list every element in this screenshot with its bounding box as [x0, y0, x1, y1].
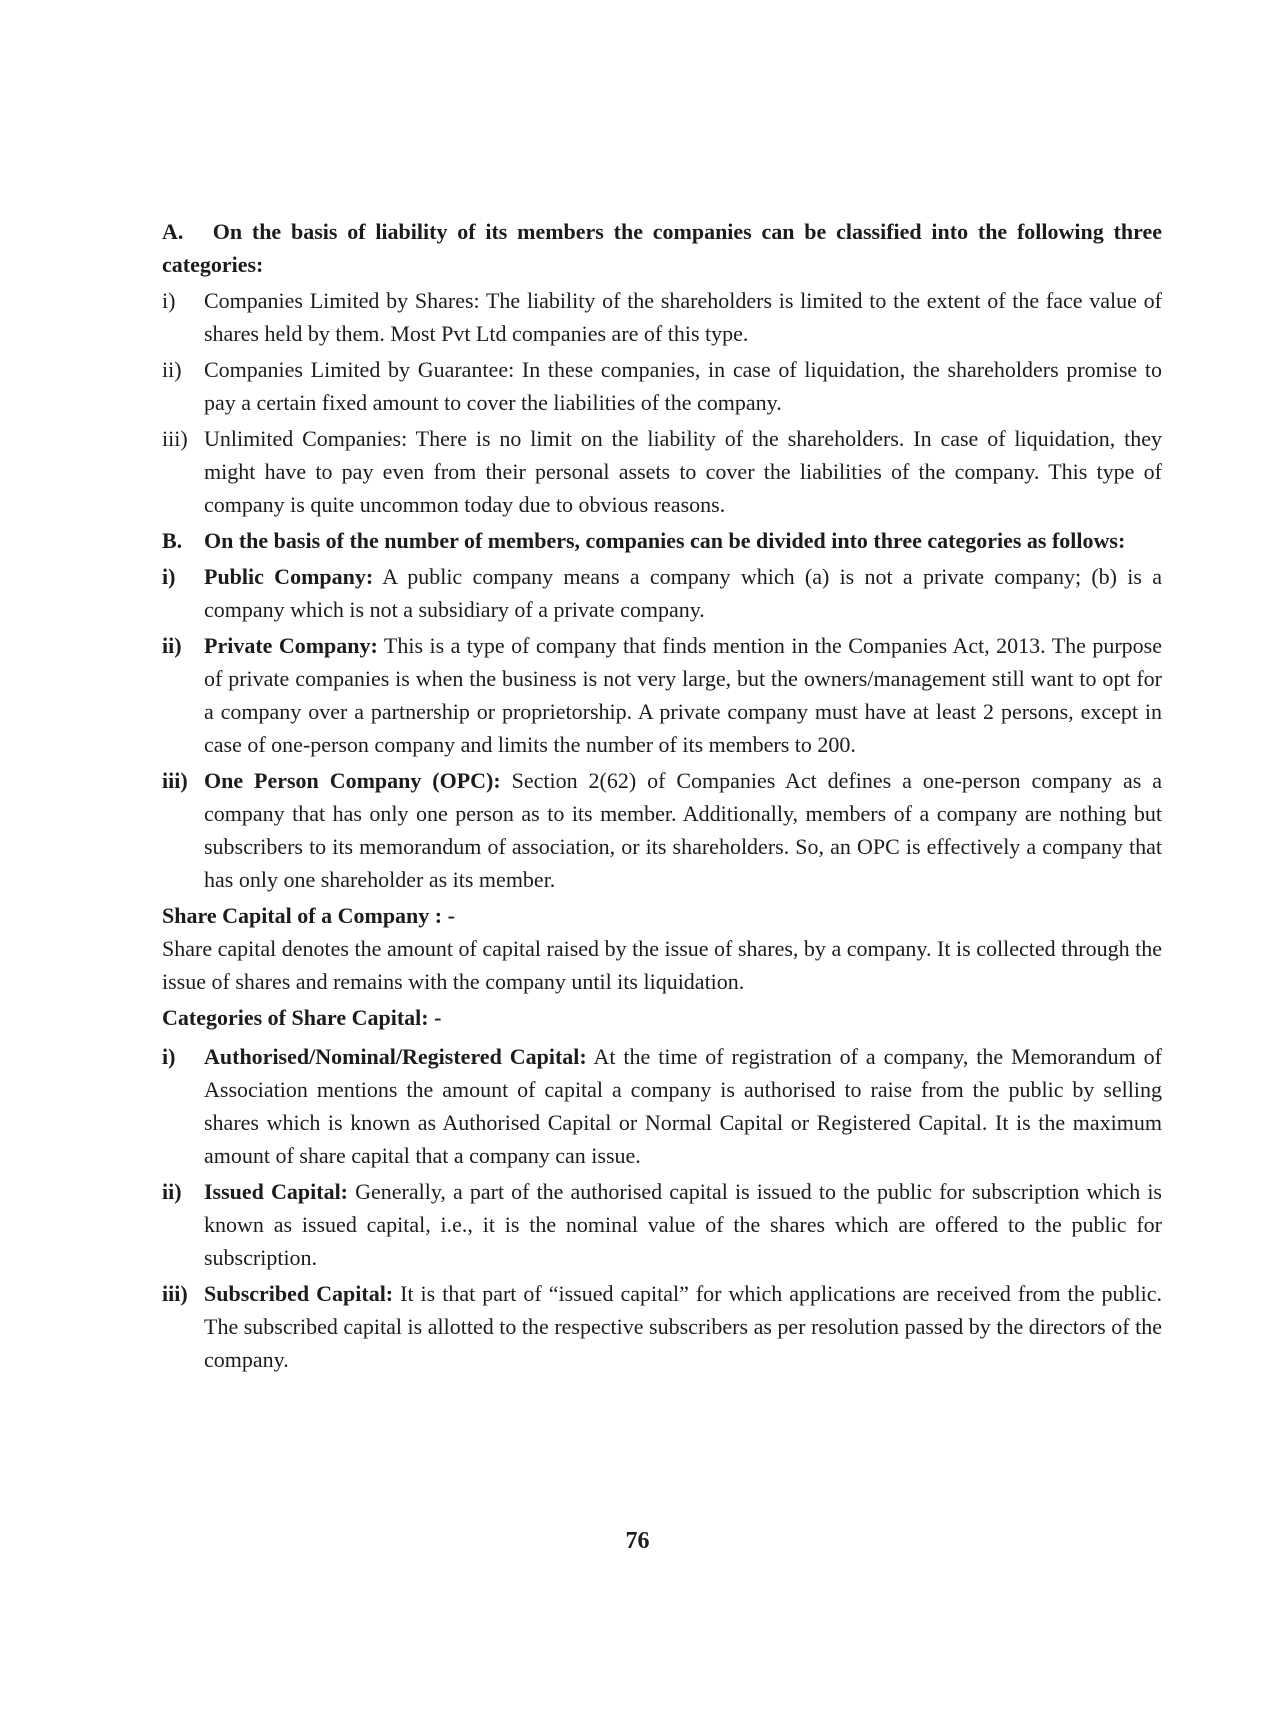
list-item-body: Generally, a part of the authorised capital is issued to the public for subscription which is known as issued capital, i.e., it is the nominal value of the shares which are offered to the public for subscription.: [204, 1179, 1162, 1270]
section-a-letter: A.: [162, 219, 184, 244]
list-item-text: [204, 1040, 1162, 1172]
list-item-number: ii): [162, 633, 182, 658]
list-item: [162, 422, 1162, 521]
list-item-text: [204, 764, 1162, 896]
list-item-body: A public company means a company which (a) is not a private company; (b) is a company which is not a subsidiary of a private company.: [204, 564, 1162, 622]
list-item-text: [204, 1277, 1162, 1376]
list-item: [162, 1040, 1162, 1172]
list-item-text: [204, 1175, 1162, 1274]
list-item-term: One Person Company (OPC):: [204, 768, 501, 793]
list-item: [162, 764, 1162, 896]
list-item-number: iii): [162, 1281, 188, 1306]
list-item-body: At the time of registration of a company, the Memorandum of Association mentions the amount of capital a company is authorised to raise from the public by selling shares which is known as Authorised Capital or Normal Capital or Registered Capital. It is the maximum amount of share capital that a company can issue.: [204, 1044, 1162, 1168]
list-item: [162, 1277, 1162, 1376]
list-item-term: Public Company:: [204, 564, 374, 589]
list-item-body: It is that part of “issued capital” for which applications are received from the public. The subscribed capital is allotted to the respective subscribers as per resolution passed by the directors of the company.: [204, 1281, 1162, 1372]
share-capital-paragraph: Share capital denotes the amount of capital raised by the issue of shares, by a company. It is collected through the issue of shares and remains with the company until its liquidation.: [162, 936, 1162, 994]
list-item-text: [204, 560, 1162, 626]
list-item-text: Companies Limited by Guarantee: In these companies, in case of liquidation, the shareholders promise to pay a certain fixed amount to cover the liabilities of the company.: [204, 357, 1162, 415]
share-capital-heading: Share Capital of a Company : -: [162, 903, 455, 928]
list-item: [162, 353, 1162, 419]
list-item-body: This is a type of company that finds mention in the Companies Act, 2013. The purpose of private companies is when the business is not very large, but the owners/management still want to opt for a company over a partnership or proprietorship. A private company must have at least 2 persons, except in case of one-person company and limits the number of its members to 200.: [204, 633, 1162, 757]
list-item-term: Issued Capital:: [204, 1179, 349, 1204]
list-item-number: i): [162, 1044, 176, 1069]
list-item: [162, 1175, 1162, 1274]
list-item-number: iii): [162, 768, 188, 793]
list-item-term: Authorised/Nominal/Registered Capital:: [204, 1044, 587, 1069]
list-item-body: Section 2(62) of Companies Act defines a one-person company as a company that has only one person as to its member. Additionally, members of a company are nothing but subscribers to its memorandum of association, or its shareholders. So, an OPC is effectively a company that has only one shareholder as its member.: [204, 768, 1163, 892]
list-item-text: Unlimited Companies: There is no limit on the liability of the shareholders. In case of liquidation, they might have to pay even from their personal assets to cover the liabilities of the company. This type of company is quite uncommon today due to obvious reasons.: [204, 426, 1162, 517]
list-item-number: i): [162, 288, 176, 313]
section-a-heading-text: On the basis of liability of its members the companies can be classified into the following three categories:: [162, 219, 1162, 277]
section-a-heading: [162, 215, 1162, 281]
page-number: 76: [625, 1528, 650, 1554]
list-item-number: i): [162, 564, 176, 589]
list-item: [162, 629, 1162, 761]
section-b-letter: B.: [162, 528, 183, 553]
list-item-number: iii): [162, 426, 188, 451]
list-item-text: [204, 629, 1162, 761]
section-b-heading-text: On the basis of the number of members, companies can be divided into three categories as follows:: [204, 528, 1126, 553]
page-content: [162, 215, 1162, 1376]
categories-heading: Categories of Share Capital: -: [162, 1005, 442, 1030]
list-item-term: Subscribed Capital:: [204, 1281, 394, 1306]
list-item: [162, 560, 1162, 626]
list-item-number: ii): [162, 1179, 182, 1204]
list-item-text: Companies Limited by Shares: The liability of the shareholders is limited to the extent of the face value of shares held by them. Most Pvt Ltd companies are of this type.: [204, 288, 1162, 346]
list-item: [162, 284, 1162, 350]
list-item-number: ii): [162, 357, 182, 382]
section-b-heading: [162, 524, 1162, 557]
list-item-term: Private Company:: [204, 633, 378, 658]
